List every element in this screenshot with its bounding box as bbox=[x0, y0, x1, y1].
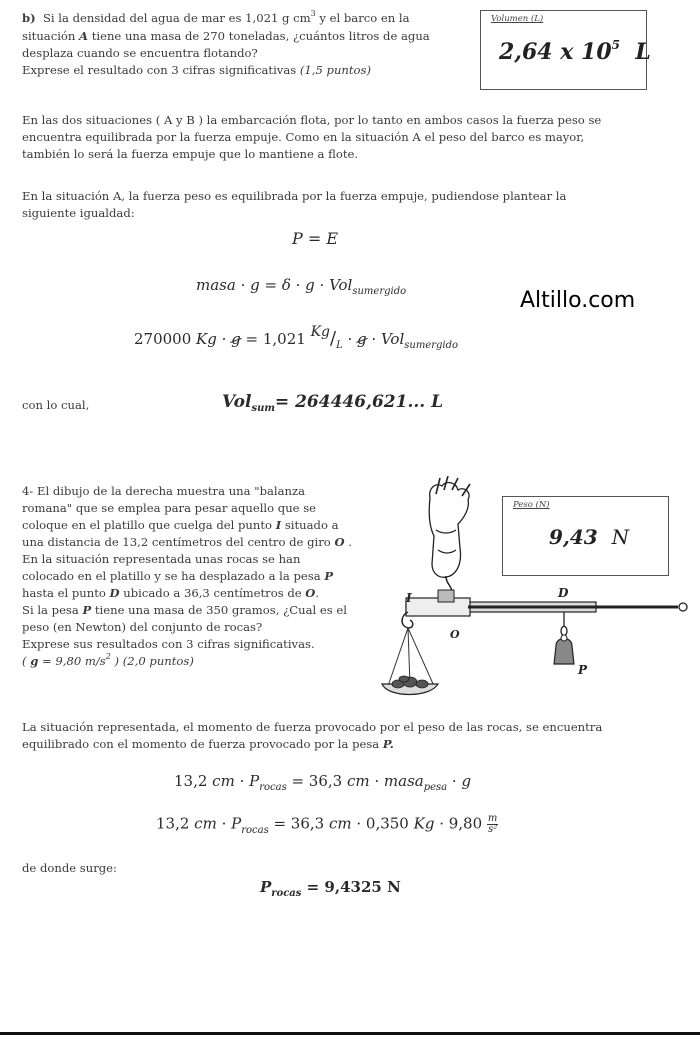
label-o: O bbox=[450, 628, 460, 641]
label-i: I bbox=[406, 591, 412, 605]
answer-volume-value bbox=[499, 39, 651, 65]
question-line-1: Si la densidad del agua de mar es 1,021 g cm bbox=[42, 11, 311, 25]
question-sup: 3 bbox=[310, 9, 316, 18]
equation-moment-numeric: 13,2 cm · $P_{rocas} = 36,3$ cm · 0,350 Kg · 9,80 $\frac{m}{\text{s²}}$ bbox=[156, 813, 498, 836]
part-b-label: b) bbox=[22, 11, 36, 25]
situation-line-1: En la situación A, la fuerza peso es equilibrada por la fuerza empuje, pudiendose plantear la bbox=[22, 189, 567, 203]
explanation-line-2: encuentra equilibrada por la fuerza empuje. Como en la situación A el peso del barco es mayor, bbox=[22, 130, 585, 144]
explanation-paragraph bbox=[22, 112, 648, 163]
answer-weight-value: 9,43 N bbox=[549, 525, 630, 549]
volume-exponent: 5 bbox=[611, 38, 620, 52]
volume-mantissa: 2,64 x 10 bbox=[499, 39, 612, 65]
points: (1,5 puntos) bbox=[299, 63, 372, 77]
brand-watermark: Altillo.com bbox=[520, 288, 636, 313]
moment-paragraph: La situación representada, el momento de fuerza provocado por el peso de las rocas, se encuentra equilibrado con el momento de fuerza provocado por la pesa P. bbox=[22, 720, 603, 751]
final-label: de donde surge: bbox=[22, 861, 117, 875]
hand-icon bbox=[429, 476, 470, 577]
label-d: D bbox=[558, 586, 569, 600]
question-line-2b: tiene una masa de 270 toneladas, ¿cuántos litros de agua bbox=[88, 29, 430, 43]
volume-unit: L bbox=[635, 39, 651, 65]
question-4: 4- El dibujo de la derecha muestra una "balanza romana" que se emplea para pesar aquello que se coloque en el platillo que cuelga del punto I situado a una distancia de 13,2 centímetros del centro de giro O . En la situación representada unas rocas se han colocado en el platillo y se ha desplazado a la pesa P hasta el punto D ubicado a 36,3 centímetros de O. Si la pesa P tiene una masa de 350 gramos, ¿Cual es el peso (en Newton) del conjunto de rocas? Exprese sus resultados con 3 cifras significativas. ( g = 9,80 $m/s^2$ ) (2,0 puntos) bbox=[22, 484, 352, 668]
instruction: Exprese el resultado con 3 cifras significativas bbox=[22, 63, 297, 77]
answer-box-weight bbox=[502, 496, 669, 576]
equation-moment-symbolic: 13,2 cm · $P_{rocas} = 36,3$ cm · masa$_{pesa}$ · g bbox=[174, 772, 472, 793]
question-line-3: desplaza cuando se encuentra flotando? bbox=[22, 46, 258, 60]
var-a: A bbox=[79, 29, 89, 43]
equation-p-equals-e: P = E bbox=[292, 229, 339, 248]
question-line-1-end: y el barco en la bbox=[315, 11, 410, 25]
answer-box-volume-label: Volumen (L) bbox=[491, 14, 544, 24]
question-line-2a: situación bbox=[22, 29, 80, 43]
situation-line-2: siguiente igualdad: bbox=[22, 206, 135, 220]
explanation-line-1: En las dos situaciones ( A y B ) la embarcación flota, por lo tanto en ambos casos la fuerza peso se bbox=[22, 113, 602, 127]
part-b-question bbox=[22, 10, 452, 79]
rocks-icon bbox=[392, 676, 428, 688]
equation-numeric-mass: 270000 Kg · g = 1,021 $Kg/_L \cdot g \cdot Vol_{sumergido}$ bbox=[134, 324, 459, 351]
answer-box-weight-label: Peso (N) bbox=[513, 500, 550, 510]
situation-paragraph bbox=[22, 188, 648, 222]
explanation-line-3: también lo será la fuerza empuje que lo mantiene a flote. bbox=[22, 147, 359, 161]
equation-mass-balance: masa · g = δ · g · Vol$_{sumergido}$ bbox=[196, 276, 407, 297]
conclusion-label: con lo cual, bbox=[22, 398, 90, 412]
weight-icon bbox=[554, 639, 574, 665]
final-result: $P_{rocas} = 9,4325$ N bbox=[260, 878, 401, 899]
label-p: P bbox=[578, 663, 588, 677]
answer-box-volume bbox=[480, 10, 651, 90]
page-bottom-border bbox=[0, 1032, 700, 1035]
conclusion-value: Vol$_{sum}$= 264446,621... L bbox=[222, 392, 444, 414]
